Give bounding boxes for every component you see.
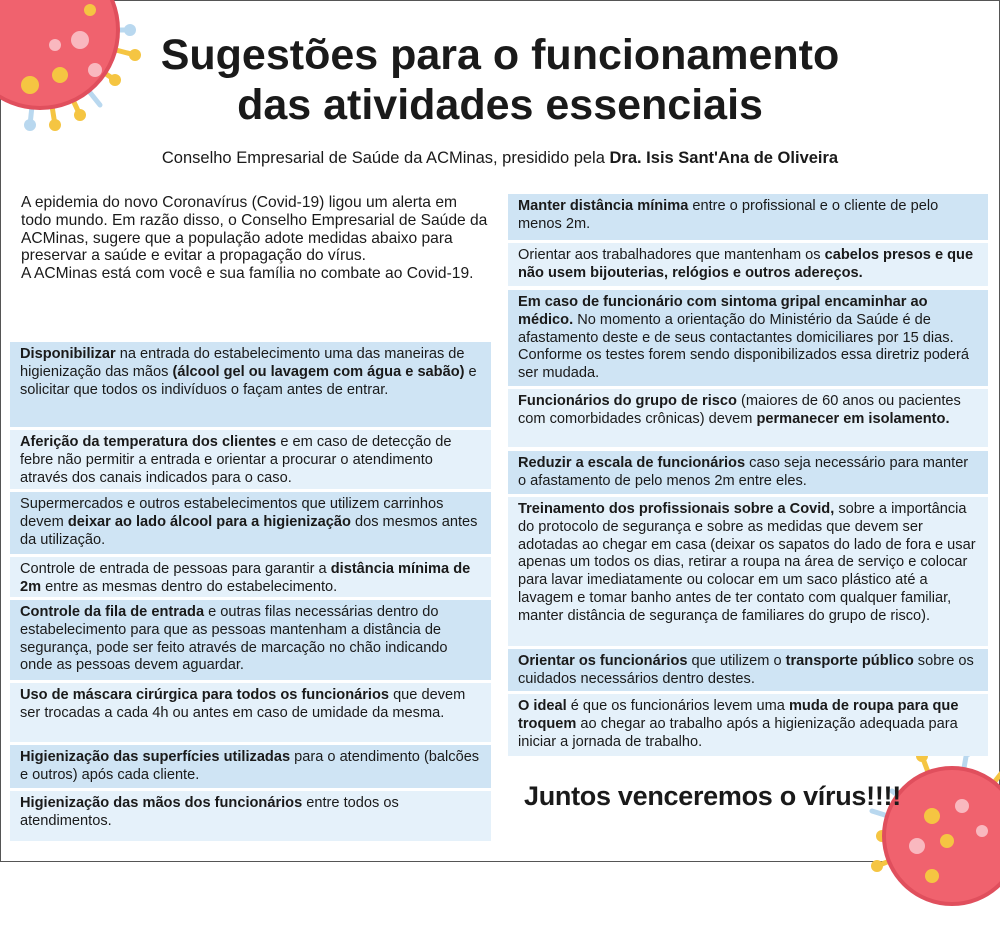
- title-line-1: Sugestões para o funcionamento: [160, 31, 840, 79]
- right-item-5: [508, 451, 988, 494]
- item-bold: Reduzir a escala de funcionários: [518, 455, 746, 471]
- item-bold: Aferição da temperatura dos clientes: [20, 434, 277, 450]
- item-text: sobre a importância do protocolo de segurança e sobre as medidas que devem ser adotadas ao chegar em casa (deixar os sapatos do lado de fora e usar apenas um todos os dias, retirar a roupa na área de serviço e colocar para lavar imediatamente ou colocar em um saco plástico até a lavagem e tomar banho antes de ter contato com qualquer familiar, manter distância de segurança de familiares do grupo de risco).: [518, 501, 976, 624]
- right-item-3: [508, 290, 988, 386]
- item-text: No momento a orientação do Ministério da Saúde é de afastamento deste e de seus contactantes domiciliares por 15 dias. Conforme os testes forem sendo disponibilizados essa diretriz poderá ser mudada.: [518, 311, 970, 382]
- item-bold: Orientar os funcionários: [518, 653, 688, 669]
- item-bold: permanecer em isolamento.: [756, 410, 950, 427]
- subtitle: [60, 148, 940, 168]
- item-bold: Treinamento dos profissionais sobre a Covid,: [518, 501, 835, 517]
- item-text: (maiores de 60 anos ou pacientes com comorbidades crônicas) devem: [518, 393, 961, 427]
- intro-text: [21, 194, 491, 283]
- left-item-7: [10, 745, 491, 788]
- item-bold: Manter distância mínima: [518, 198, 689, 214]
- item-bold: Disponibilizar: [20, 346, 116, 362]
- subtitle-prefix: Conselho Empresarial de Saúde da ACMinas, presidido pela: [161, 149, 610, 167]
- intro-support: A ACMinas está com você e sua família no combate ao Covid-19.: [21, 265, 474, 283]
- right-item-8: [508, 694, 988, 756]
- item-bold: deixar ao lado álcool para a higienização: [67, 513, 351, 530]
- virus-illustration-bottom-right-icon: [852, 736, 1000, 936]
- item-bold: Higienização das superfícies utilizadas: [20, 749, 291, 765]
- left-item-8: [10, 791, 491, 841]
- item-bold: (álcool gel ou lavagem com água e sabão): [172, 363, 465, 380]
- item-text: Controle de entrada de pessoas para garantir a: [20, 561, 331, 577]
- right-item-1: [508, 194, 988, 240]
- item-text: e outras filas necessárias dentro do estabelecimento para que as pessoas mantenham a distância de segurança, pode ser feito através de marcação no chão indicando onde as pessoas devem aguardar.: [20, 604, 448, 674]
- item-bold: Uso de máscara cirúrgica para todos os funcionários: [20, 687, 390, 703]
- item-text: sobre os cuidados necessários dentro destes.: [518, 653, 974, 687]
- right-item-6: [508, 497, 988, 646]
- left-item-3: [10, 492, 491, 554]
- item-bold: muda de roupa para que troquem: [518, 698, 959, 732]
- item-bold: Higienização das mãos dos funcionários: [20, 795, 303, 811]
- right-item-7: [508, 649, 988, 691]
- item-text: que utilizem o: [687, 653, 786, 669]
- item-text: ao chegar ao trabalho após a higienização adequada para iniciar a jornada de trabalho.: [518, 715, 958, 750]
- item-text: Orientar aos trabalhadores que mantenham os: [518, 247, 825, 263]
- item-text: na entrada do estabelecimento uma das maneiras de higienização das mãos: [20, 346, 465, 380]
- left-item-6: [10, 683, 491, 742]
- item-text: é que os funcionários levem uma: [566, 698, 789, 714]
- item-bold: Em caso de funcionário com sintoma gripal encaminhar ao médico.: [518, 294, 928, 328]
- right-item-2: [508, 243, 988, 286]
- closing-slogan: Juntos venceremos o vírus!!!!: [524, 781, 901, 811]
- subtitle-name: Dra. Isis Sant'Ana de Oliveira: [609, 149, 839, 167]
- left-item-5: [10, 600, 491, 680]
- item-text: dos mesmos antes da utilização.: [20, 513, 478, 548]
- intro-paragraph: A epidemia do novo Coronavírus (Covid-19) ligou um alerta em todo mundo. Em razão disso, o Conselho Empresarial de Saúde da ACMinas, sugere que a população adote medidas abaixo para preservar a saúde e evitar a propagação do vírus.: [21, 194, 488, 265]
- item-text: que devem ser trocadas a cada 4h ou antes em caso de umidade da mesma.: [20, 687, 466, 721]
- left-item-2: [10, 430, 491, 489]
- item-text: e em caso de detecção de febre não permitir a entrada e orientar a procurar o atendimento através dos canais indicados para o caso.: [20, 434, 452, 486]
- title-line-2: das atividades essenciais: [237, 81, 763, 129]
- item-text: Supermercados e outros estabelecimentos que utilizem carrinhos devem: [20, 496, 444, 530]
- item-bold: Controle da fila de entrada: [20, 604, 205, 620]
- item-text: e solicitar que todos os indivíduos o façam antes de entrar.: [20, 363, 477, 398]
- right-item-4: [508, 389, 988, 447]
- item-text: entre as mesmas dentro do estabelecimento.: [41, 578, 338, 595]
- page-title: [100, 30, 900, 130]
- item-text: para o atendimento (balcões e outros) após cada cliente.: [20, 749, 480, 783]
- left-item-4: [10, 557, 491, 597]
- item-bold: Funcionários do grupo de risco: [518, 393, 737, 409]
- item-bold: O ideal: [518, 698, 567, 714]
- item-bold: cabelos presos e que não usem bijouterias, relógios e outros adereços.: [518, 247, 974, 281]
- item-text: entre todos os atendimentos.: [20, 795, 399, 829]
- item-text: caso seja necessário para manter o afastamento de pelo menos 2m entre eles.: [518, 455, 969, 489]
- left-item-1: [10, 342, 491, 427]
- item-text: entre o profissional e o cliente de pelo menos 2m.: [518, 198, 939, 232]
- item-bold: transporte público: [785, 653, 914, 669]
- item-bold: distância mínima de 2m: [20, 561, 471, 595]
